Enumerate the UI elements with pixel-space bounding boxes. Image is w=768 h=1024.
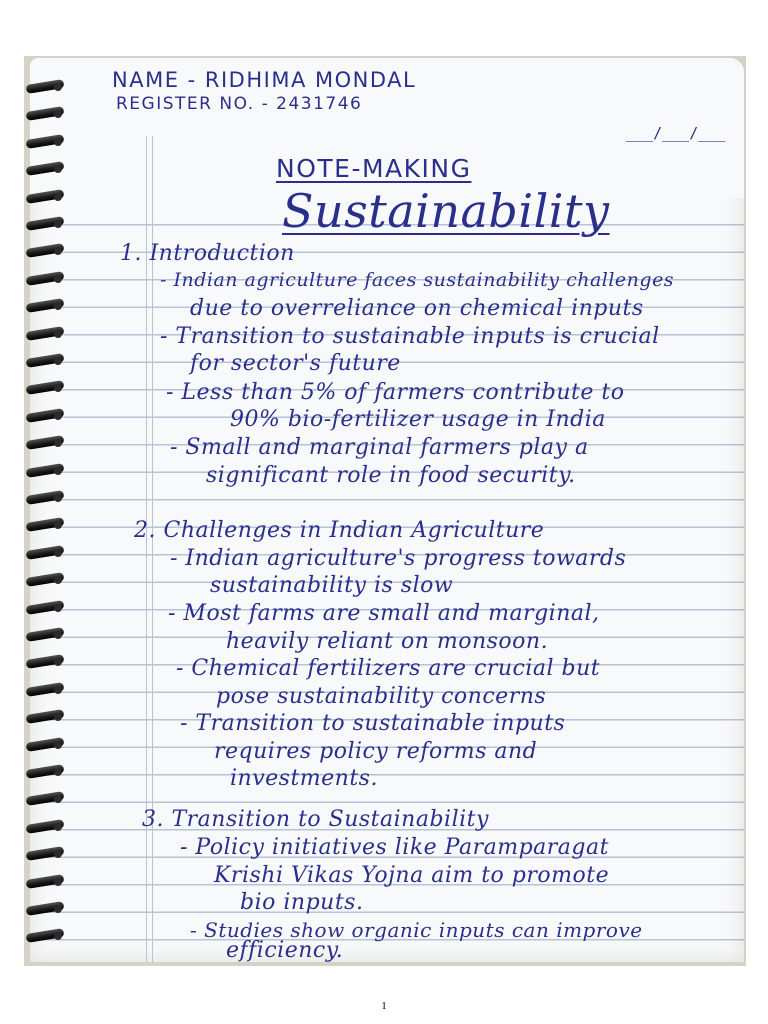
punch-hole [54,576,62,584]
punch-hole [54,795,62,803]
note-line: bio inputs. [240,890,364,915]
note-line: - Transition to sustainable inputs is crucial [160,324,660,349]
punch-hole [54,741,62,749]
note-line: significant role in food security. [206,463,576,488]
punch-hole [54,439,62,447]
punch-hole [54,220,62,228]
punch-hole [54,768,62,776]
note-making-heading: NOTE-MAKING [276,154,472,183]
punch-hole [54,686,62,694]
student-name: NAME - RIDHIMA MONDAL [112,68,417,92]
punch-hole [54,850,62,858]
punch-hole [54,932,62,940]
punch-hole [54,658,62,666]
note-line: 90% bio-fertilizer usage in India [230,407,606,432]
page-number: 1 [381,1000,387,1012]
punch-hole [54,549,62,557]
note-line: investments. [230,766,378,791]
topic-title: Sustainability [282,184,610,238]
punch-hole [54,494,62,502]
spiral-binding [24,82,68,962]
punch-hole [54,330,62,338]
punch-hole [54,138,62,146]
punch-hole [54,467,62,475]
note-line: - Transition to sustainable inputs [180,711,566,736]
punch-hole [54,412,62,420]
punch-hole [54,823,62,831]
note-line: for sector's future [190,351,401,376]
note-line: - Less than 5% of farmers contribute to [166,380,625,405]
punch-hole [54,521,62,529]
punch-hole [54,275,62,283]
punch-hole [54,384,62,392]
punch-hole [54,247,62,255]
punch-hole [54,302,62,310]
punch-hole [54,357,62,365]
register-number: REGISTER NO. - 2431746 [116,94,363,114]
note-line: Krishi Vikas Yojna aim to promote [214,863,610,888]
section-heading: 3. Transition to Sustainability [142,807,489,832]
note-line: sustainability is slow [210,573,454,598]
note-line: - Chemical fertilizers are crucial but [176,656,601,681]
punch-hole [54,878,62,886]
note-line: - Policy initiatives like Paramparagat [180,835,609,860]
note-line: - Most farms are small and marginal, [168,601,600,626]
punch-hole [54,631,62,639]
note-line: - Small and marginal farmers play a [170,435,589,460]
note-line: due to overreliance on chemical inputs [190,296,644,321]
punch-hole [54,713,62,721]
punch-hole [54,83,62,91]
date-blank: ___/___/___ [626,124,726,142]
section-heading: 1. Introduction [120,241,295,266]
punch-hole [54,905,62,913]
note-line: - Indian agriculture's progress towards [170,546,627,571]
note-line: efficiency. [226,938,344,963]
note-line: - Studies show organic inputs can improve [190,918,643,942]
punch-hole [54,110,62,118]
note-line: heavily reliant on monsoon. [226,629,549,654]
punch-hole [54,165,62,173]
note-line: - Indian agriculture faces sustainability challenges [160,269,675,291]
notebook-page [30,58,744,962]
notebook-photo [24,56,746,966]
note-line: requires policy reforms and [214,739,538,764]
note-line: pose sustainability concerns [216,684,547,709]
section-heading: 2. Challenges in Indian Agriculture [134,518,545,543]
punch-hole [54,193,62,201]
punch-hole [54,604,62,612]
